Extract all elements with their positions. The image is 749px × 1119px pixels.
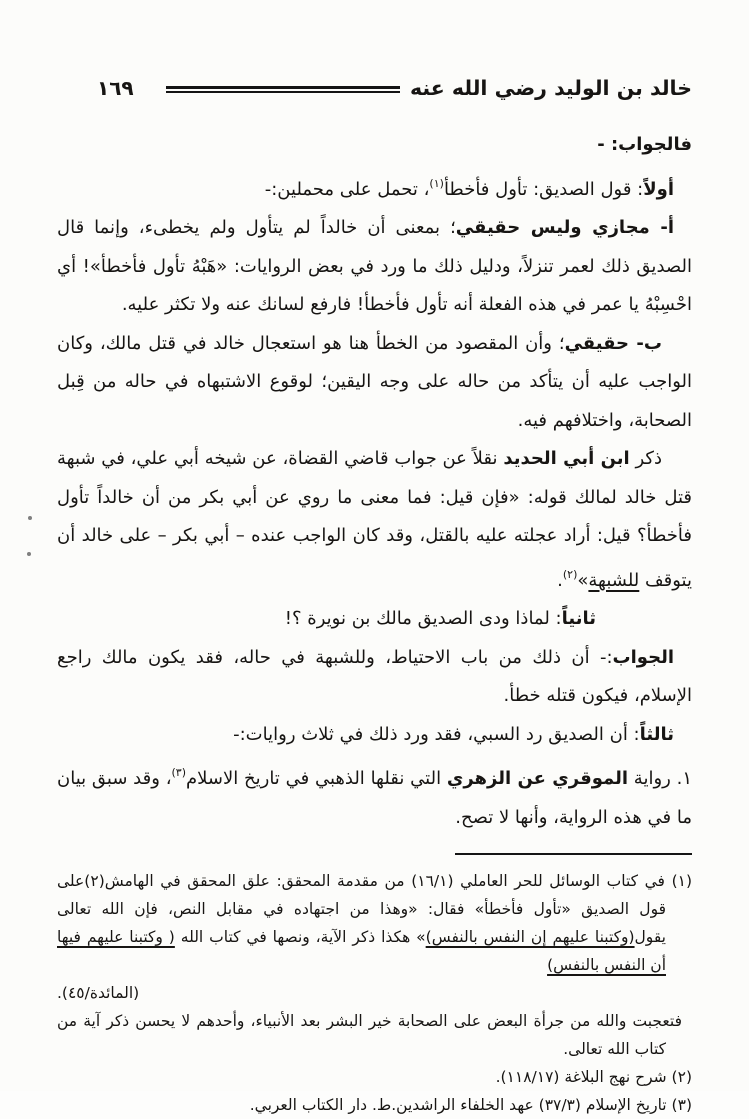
paragraph-first (57, 165, 692, 210)
jawab-text: :- أن ذلك من باب الاحتياط، وللشبهة في حاله، فقد يكون مالك راجع الإسلام، فيكون قتله خطأ. (57, 646, 692, 706)
riwaya1-pre: رواية (628, 768, 671, 789)
paragraph-third (57, 716, 692, 755)
hadid-name: ابن أبي الحديد (503, 448, 630, 469)
third-text: : أن الصديق رد السبي، فقد ورد ذلك في ثلاث روايات:- (233, 723, 640, 745)
riwaya1-tail: ، وقد سبق بيان ما في هذه الرواية، وأنها لا تصح. (57, 768, 692, 828)
paragraph-item-a (57, 209, 692, 325)
hadid-tail: . (557, 569, 563, 591)
paragraph-second (57, 600, 692, 639)
footnote-3-marker: (٣) (671, 1096, 692, 1114)
jawab-label: الجواب (612, 646, 674, 668)
first-tail: ، تحمل على محملين:- (264, 178, 430, 200)
riwaya1-number: ١. (670, 768, 692, 789)
footnote-3-text: تاريخ الإسلام (٣٧/٣) عهد الخلفاء الراشدين.ط. دار الكتاب العربي. (249, 1096, 672, 1114)
riwaya1-text: التي نقلها الذهبي في تاريخ الاسلام (186, 768, 447, 789)
first-text: : قول الصديق: تأول فأخطأ (443, 178, 644, 200)
page-title: خالد بن الوليد رضي الله عنه (409, 76, 692, 100)
footnote-2 (57, 1063, 692, 1091)
hadid-underlined-word: للشبهة (588, 569, 640, 591)
footnote-1-verse-ref: (المائدة/٤٥). (57, 984, 140, 1002)
second-text: : لماذا ودى الصديق مالك بن نويرة ؟! (284, 608, 562, 629)
footnote-ref-1: (١) (429, 176, 444, 190)
footnote-1-text-mid: » هكذا ذكر الآية، ونصها في كتاب الله (174, 928, 426, 946)
paragraph-item-b (57, 325, 692, 441)
footnote-1-quran-quote-2: ( وكتبنا عليهم فيها أن النفس بالنفس) (57, 928, 666, 974)
answer-heading: فالجواب: - (597, 134, 692, 155)
page-number: ١٦٩ (97, 76, 134, 100)
scan-speck (27, 552, 31, 556)
hadid-close-quote: » (577, 569, 589, 591)
paragraph-jawab (57, 639, 692, 716)
paragraph-ibn-abi-alhadid (57, 440, 692, 600)
header-rule (166, 86, 400, 93)
first-label: أولاً (643, 178, 674, 200)
footnote-1-quran-quote-1: (وكتبنا عليهم إن النفس بالنفس) (425, 928, 635, 946)
footnote-ref-3: (٣) (171, 766, 187, 779)
item-b-label: ب- حقيقي (564, 332, 662, 354)
footnote-1-comment: فتعجبت والله من جرأة البعض على الصحابة خير البشر بعد الأنبياء، وأحدهم لا يحسن ذكر آية من كتاب الله تعالى. (57, 1012, 682, 1058)
footnote-2-marker: (٢) (671, 1068, 692, 1086)
riwaya1-name: الموقري عن الزهري (446, 768, 629, 789)
footnote-1 (57, 867, 692, 979)
item-a-label: أ- مجازي وليس حقيقي (455, 217, 674, 238)
hadid-pre: ذكر (629, 448, 662, 469)
footnote-1-text-start: في كتاب الوسائل للحر العاملي (١٦/١) من مقدمة المحقق: علق المحقق في الهامش(٢)على قول الصديق «تأول فأخطأ» فقال: «وهذا من اجتهاده في مقابل النص، فإن الله تعالى يقول (57, 872, 672, 946)
footnote-3 (57, 1091, 692, 1119)
second-label: ثانياً (561, 608, 596, 629)
third-label: ثالثاً (639, 723, 674, 745)
scan-speck (28, 516, 32, 520)
hadid-text: نقلاً عن جواب قاضي القضاة، عن شيخه أبي علي، في شبهة قتل خالد لمالك قوله: «فإن قيل: فما معنى ما روي عن أبي بكر من أن خالداً تأول فأخطأ؟ قيل: أراد عجلته عليه بالقتل، وقد كان الواجب عنده – أبي بكر – على خالد أن يتوقف (57, 448, 692, 591)
paragraph-riwaya-1 (57, 754, 692, 837)
footnotes-section (57, 853, 692, 1119)
item-b-text: ؛ وأن المقصود من الخطأ هنا هو استعجال خالد في قتل مالك، وكان الواجب عليه أن يتأكد من حاله على وجه اليقين؛ لوقوع الاشتبهاه في حاله من قِبل الصحابة، واختلافهم فيه. (57, 332, 692, 431)
item-a-text: ؛ بمعنى أن خالداً لم يتأول ولم يخطىء، وإنما قال الصديق ذلك لعمر تنزلاً، ودليل ذلك ما ورد في بعض الروايات: «هَبْهُ تأول فأخطأ»! أي احْسِبْهُ يا عمر في هذه الفعلة أنه تأول فأخطأ! فارفع لسانك عنه ولا تكثر عليه. (57, 217, 692, 315)
page-header (57, 76, 692, 100)
footnote-ref-2: (٢) (562, 567, 578, 581)
footnote-separator (455, 853, 692, 855)
footnote-2-text: شرح نهج البلاغة (١١٨/١٧). (495, 1068, 672, 1086)
footnote-1-marker: (١) (671, 872, 693, 890)
body-text (57, 126, 692, 837)
